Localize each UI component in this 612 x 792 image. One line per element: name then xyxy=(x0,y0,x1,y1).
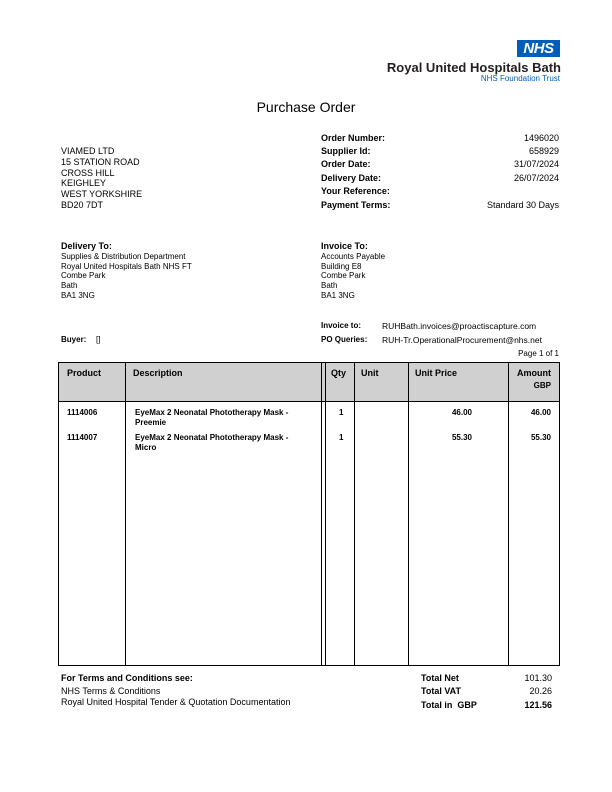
total-gbp-value: 121.56 xyxy=(524,700,552,710)
supplier-id-label: Supplier Id: xyxy=(321,146,371,156)
delivery-line: Combe Park xyxy=(61,271,106,281)
header-unit-price: Unit Price xyxy=(415,368,458,378)
invoice-line: BA1 3NG xyxy=(321,290,355,300)
row-amount: 46.00 xyxy=(530,408,551,417)
row-qty: 1 xyxy=(339,433,344,442)
delivery-date-value: 26/07/2024 xyxy=(513,173,559,183)
invoice-block xyxy=(321,240,385,301)
invoice-heading: Invoice To: xyxy=(321,241,368,251)
order-date-label: Order Date: xyxy=(321,159,371,169)
address-line: BD20 7DT xyxy=(61,199,104,210)
org-name: Royal United Hospitals Bath xyxy=(386,60,561,75)
column-divider xyxy=(354,363,355,665)
row-qty: 1 xyxy=(339,408,344,417)
supplier-address xyxy=(61,146,142,211)
column-divider xyxy=(321,363,322,665)
delivery-line: BA1 3NG xyxy=(61,290,95,300)
row-product: 1114006 xyxy=(67,408,98,417)
delivery-block xyxy=(61,240,192,301)
line-items-table xyxy=(58,362,560,666)
supplier-id-value: 658929 xyxy=(528,146,559,156)
delivery-line: Supplies & Distribution Department xyxy=(61,252,186,261)
row-description xyxy=(135,433,288,453)
header-description: Description xyxy=(133,368,183,378)
invoice-to-label: Invoice to: xyxy=(321,321,362,330)
nhs-logo: NHS xyxy=(517,40,560,57)
terms-link[interactable]: Royal United Hospital Tender & Quotation Documentation xyxy=(61,697,291,707)
row-unit-price: 46.00 xyxy=(451,408,472,417)
po-queries-email-link[interactable]: RUH-Tr.OperationalProcurement@nhs.net xyxy=(382,335,542,345)
your-reference-label: Your Reference: xyxy=(321,186,390,196)
invoice-line: Combe Park xyxy=(321,271,366,281)
order-date-value: 31/07/2024 xyxy=(513,159,559,169)
address-line: VIAMED LTD xyxy=(61,146,115,156)
row-unit-price: 55.30 xyxy=(451,433,472,442)
row-description-line: Preemie xyxy=(135,418,167,427)
header-product: Product xyxy=(67,368,102,378)
address-line: WEST YORKSHIRE xyxy=(61,189,143,200)
delivery-line: Royal United Hospitals Bath NHS FT xyxy=(61,261,192,271)
invoice-line: Accounts Payable xyxy=(321,252,386,261)
delivery-date-label: Delivery Date: xyxy=(321,173,382,183)
delivery-line: Bath xyxy=(61,281,78,291)
invoice-line: Building E8 xyxy=(321,261,362,271)
buyer-value: [] xyxy=(96,335,101,344)
payment-terms-label: Payment Terms: xyxy=(321,200,391,210)
header-currency: GBP xyxy=(533,381,551,390)
order-number-label: Order Number: xyxy=(321,133,386,143)
payment-terms-value: Standard 30 Days xyxy=(486,200,559,210)
page-indicator: Page 1 of 1 xyxy=(518,349,559,358)
address-line: 15 STATION ROAD xyxy=(61,156,140,167)
row-description-line: EyeMax 2 Neonatal Phototherapy Mask - xyxy=(135,408,289,417)
delivery-heading: Delivery To: xyxy=(61,241,112,251)
column-divider xyxy=(125,363,126,665)
total-net-label: Total Net xyxy=(421,673,459,683)
total-vat-value: 20.26 xyxy=(529,686,552,696)
header-qty: Qty xyxy=(331,368,347,378)
buyer-label: Buyer: xyxy=(61,335,87,344)
column-divider xyxy=(408,363,409,665)
row-description xyxy=(135,408,288,428)
invoice-line: Bath xyxy=(321,281,338,291)
total-net-value: 101.30 xyxy=(524,673,552,683)
document-title: Purchase Order xyxy=(256,99,356,115)
row-description-line: EyeMax 2 Neonatal Phototherapy Mask - xyxy=(135,433,289,442)
terms-link[interactable]: NHS Terms & Conditions xyxy=(61,686,161,696)
total-gbp-label: Total in GBP xyxy=(421,700,477,710)
terms-heading: For Terms and Conditions see: xyxy=(61,673,193,683)
row-amount: 55.30 xyxy=(530,433,551,442)
row-product: 1114007 xyxy=(67,433,98,442)
address-line: KEIGHLEY xyxy=(61,178,107,189)
po-queries-label: PO Queries: xyxy=(321,335,368,344)
invoice-email-link[interactable]: RUHBath.invoices@proactiscapture.com xyxy=(382,321,537,331)
column-divider xyxy=(508,363,509,665)
column-divider xyxy=(325,363,326,665)
order-number-value: 1496020 xyxy=(523,133,559,143)
header-unit: Unit xyxy=(361,368,379,378)
row-description-line: Micro xyxy=(135,443,157,452)
address-line: CROSS HILL xyxy=(61,167,115,178)
header-amount: Amount xyxy=(517,368,551,378)
org-subtitle: NHS Foundation Trust xyxy=(480,74,560,83)
total-vat-label: Total VAT xyxy=(421,686,461,696)
